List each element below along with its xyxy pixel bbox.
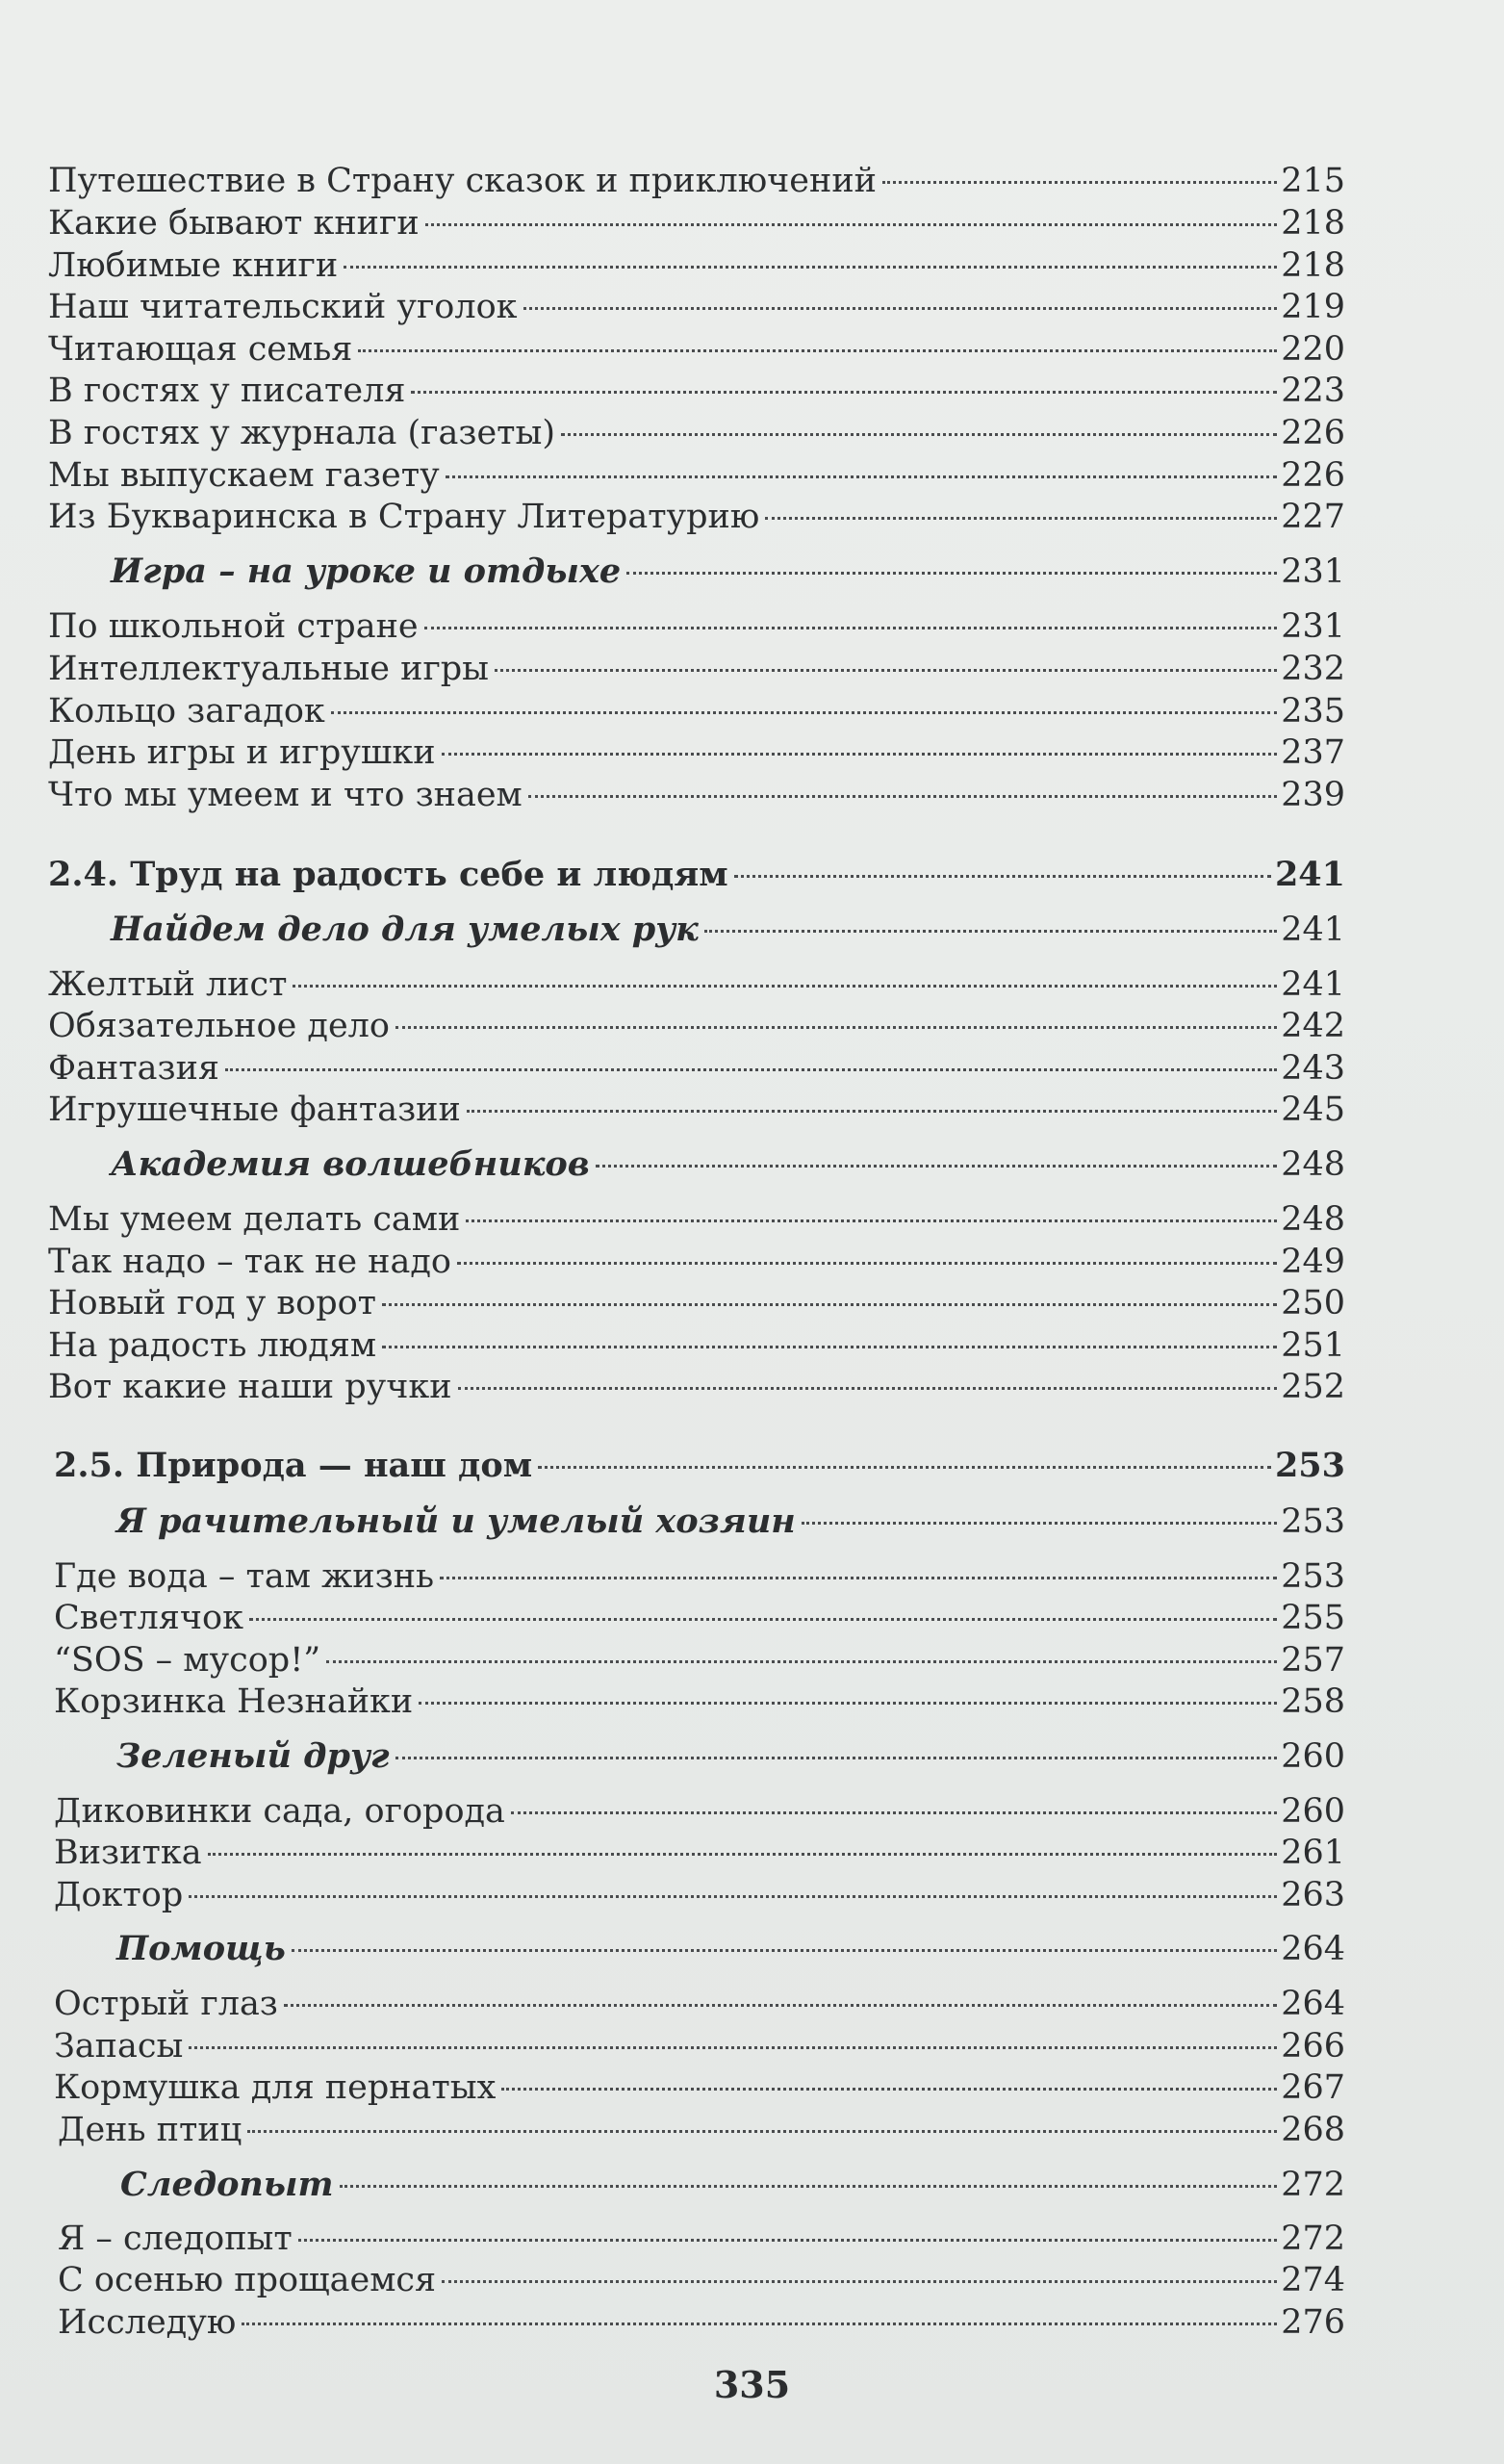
entry-page: 237 [1281,733,1345,772]
entry-title: Кольцо загадок [48,692,325,731]
leader-dots [523,265,1278,310]
entry-title: 2.4. Труд на радость себе и людям [48,855,728,894]
entry-page: 231 [1281,607,1345,646]
entry-page: 227 [1281,498,1345,536]
entry-title: Светлячок [54,1599,243,1637]
toc-subsection [116,1722,1345,1776]
entry-title: Помощь [116,1929,286,1968]
entry-title: С осенью прощаемся [58,2261,437,2299]
toc-subsection [111,895,1345,949]
entry-title: Новый год у ворот [48,1284,377,1322]
entry-title: Что мы умеем и что знаем [48,776,523,814]
entry-page: 248 [1281,1200,1345,1239]
entry-title: Мы выпускаем газету [48,456,440,495]
toc-entry [54,1861,1345,1914]
entry-page: 255 [1281,1599,1345,1637]
entry-page: 263 [1281,1876,1345,1914]
toc-section [48,840,1345,894]
leader-dots [419,1659,1277,1705]
leader-dots [442,710,1278,756]
entry-page: 261 [1281,1834,1345,1872]
entry-page: 242 [1281,1007,1345,1045]
toc-entry [48,1075,1345,1129]
entry-title: 2.5. Природа — наш дом [54,1446,533,1485]
leader-dots [284,1962,1277,2007]
leader-dots [208,1810,1278,1856]
entry-title: Игрушечные фантазии [48,1091,461,1129]
entry-page: 219 [1281,288,1345,326]
leader-dots [734,833,1271,878]
leader-dots [242,2280,1277,2325]
entry-page: 241 [1281,911,1345,949]
leader-dots [344,223,1277,269]
toc-entry [54,1667,1345,1721]
leader-dots [467,1067,1277,1113]
leader-dots [596,1122,1277,1168]
entry-title: В гостях у журнала (газеты) [48,414,556,452]
entry-page: 218 [1281,246,1345,285]
leader-dots [293,942,1277,988]
toc-entry [48,1352,1345,1406]
entry-title: Любимые книги [48,246,339,285]
leader-dots [189,1853,1277,1898]
page-number: 335 [713,2363,791,2406]
leader-dots [511,1769,1277,1814]
entry-title: Читающая семья [48,330,353,369]
entry-title: На радость людям [48,1326,377,1365]
entry-title: Запасы [54,2027,184,2066]
entry-page: 241 [1281,965,1345,1004]
entry-page: 252 [1281,1368,1345,1406]
entry-title: Я рачительный и умелый хозяин [116,1502,796,1541]
leader-dots [528,753,1277,798]
entry-title: По школьной стране [48,607,419,646]
entry-title: Игра – на уроке и отдыхе [111,552,622,591]
entry-page: 235 [1281,692,1345,731]
leader-dots [561,391,1277,436]
entry-page: 260 [1281,1737,1345,1776]
leader-dots [882,139,1277,184]
leader-dots [458,1345,1278,1390]
leader-dots [501,2045,1277,2091]
toc-subsection [116,1914,1345,1968]
entry-page: 231 [1281,552,1345,591]
entry-page: 249 [1281,1243,1345,1281]
leader-dots [382,1261,1277,1306]
leader-dots [326,1618,1277,1663]
leader-dots [382,1303,1277,1348]
entry-title: Корзинка Незнайки [54,1682,414,1721]
toc-subsection [111,1130,1345,1184]
entry-page: 250 [1281,1284,1345,1322]
leader-dots [446,433,1278,478]
entry-title: Вот какие наши ручки [48,1368,452,1406]
leader-dots [466,1177,1277,1222]
entry-page: 241 [1274,855,1345,894]
entry-title: Путешествие в Страну сказок и приключений [48,162,878,200]
leader-dots [189,2004,1277,2049]
entry-page: 267 [1281,2068,1345,2107]
entry-title: Желтый лист [48,965,288,1004]
entry-title: Обязательное дело [48,1007,390,1045]
entry-title: Диковинки сада, огорода [54,1792,505,1831]
entry-page: 220 [1281,330,1345,369]
toc-section [54,1431,1345,1485]
entry-title: Академия волшебников [111,1144,590,1184]
entry-page: 260 [1281,1792,1345,1831]
leader-dots [331,669,1277,714]
leader-dots [411,348,1277,394]
entry-page: 226 [1281,456,1345,495]
entry-page: 226 [1281,414,1345,452]
leader-dots [442,2238,1277,2283]
leader-dots [704,887,1277,933]
entry-title: Наш читательский уголок [48,288,518,326]
leader-dots [765,475,1277,520]
entry-title: Зеленый друг [116,1736,390,1776]
entry-title: Из Букваринска в Страну Литературию [48,498,760,536]
entry-title: Найдем дело для умелых рук [111,910,699,949]
entry-page: 266 [1281,2027,1345,2066]
entry-page: 253 [1274,1446,1345,1485]
entry-page: 243 [1281,1049,1345,1088]
toc-entry [48,760,1345,814]
entry-page: 274 [1281,2261,1345,2299]
entry-title: День игры и игрушки [48,733,436,772]
entry-page: 253 [1281,1502,1345,1541]
toc-entry [58,2288,1345,2342]
leader-dots [395,1714,1278,1759]
leader-dots [247,2088,1277,2133]
entry-title: Какие бывают книги [48,204,420,243]
toc-subsection [116,1487,1345,1541]
entry-title: Острый глаз [54,1985,278,2023]
entry-page: 272 [1281,2166,1345,2204]
entry-page: 215 [1281,162,1345,200]
entry-page: 258 [1281,1682,1345,1721]
entry-title: Исследую [58,2303,237,2342]
leader-dots [298,2196,1277,2242]
entry-title: Я – следопыт [58,2220,293,2258]
entry-page: 218 [1281,204,1345,243]
entry-page: 232 [1281,650,1345,688]
entry-page: 264 [1281,1985,1345,2023]
entry-title: Доктор [54,1876,184,1914]
entry-page: 245 [1281,1091,1345,1129]
entry-title: Так надо – так не надо [48,1243,451,1281]
toc-entry [58,2095,1345,2149]
entry-title: В гостях у писателя [48,372,406,410]
entry-title: Визитка [54,1834,202,1872]
leader-dots [802,1479,1277,1525]
leader-dots [457,1219,1277,1265]
leader-dots [425,181,1278,226]
entry-title: Интеллектуальные игры [48,650,490,688]
entry-page: 257 [1281,1641,1345,1680]
leader-dots [249,1576,1277,1621]
leader-dots [495,627,1277,672]
leader-dots [292,1907,1277,1952]
toc-entry [48,482,1345,536]
entry-title: День птиц [58,2111,242,2149]
entry-title: Следопыт [120,2165,334,2204]
entry-page: 268 [1281,2111,1345,2149]
leader-dots [340,2143,1278,2188]
leader-dots [395,984,1277,1029]
entry-page: 253 [1281,1557,1345,1596]
entry-title: “SOS – мусор!” [54,1641,321,1680]
entry-title: Фантазия [48,1049,219,1088]
entry-page: 239 [1281,776,1345,814]
entry-page: 272 [1281,2220,1345,2258]
entry-page: 276 [1281,2303,1345,2342]
leader-dots [626,529,1277,575]
entry-page: 251 [1281,1326,1345,1365]
leader-dots [358,307,1277,352]
entry-title: Мы умеем делать сами [48,1200,461,1239]
toc-subsection [111,537,1345,591]
entry-page: 248 [1281,1145,1345,1184]
leader-dots [225,1026,1277,1071]
toc-subsection [120,2150,1345,2204]
leader-dots [538,1424,1271,1469]
leader-dots [424,584,1278,629]
entry-title: Кормушка для пернатых [54,2068,497,2107]
entry-title: Где вода – там жизнь [54,1557,435,1596]
entry-page: 264 [1281,1930,1345,1968]
leader-dots [440,1534,1277,1579]
entry-page: 223 [1281,372,1345,410]
